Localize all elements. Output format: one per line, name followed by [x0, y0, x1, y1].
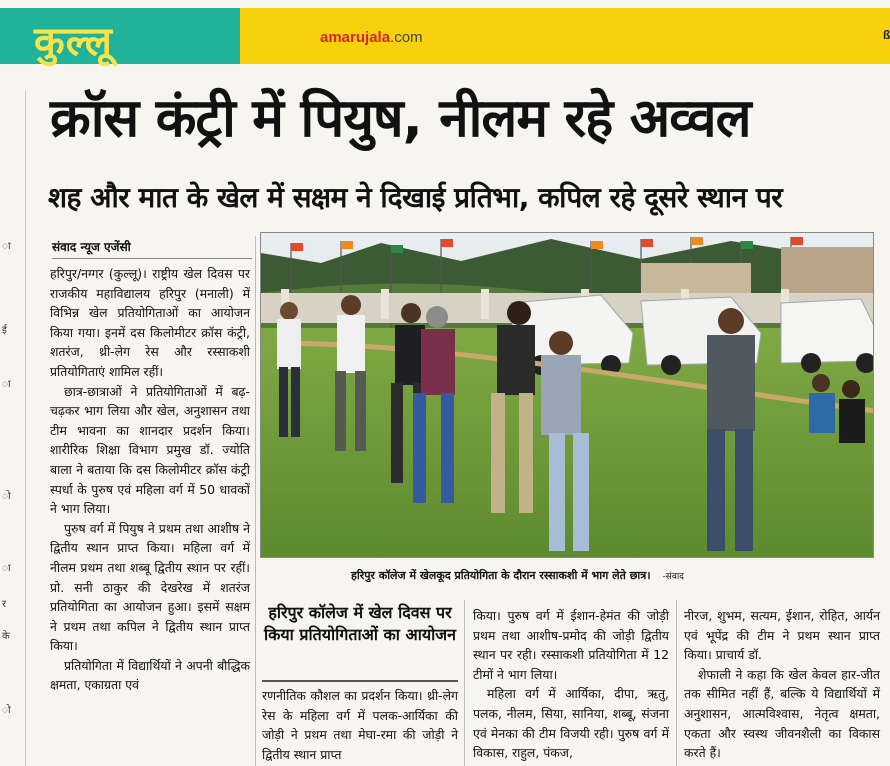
- page-marker: ß: [883, 28, 890, 42]
- byline-rule: [52, 258, 252, 259]
- article-column-3: [473, 606, 669, 763]
- strip-char: ा: [2, 241, 11, 252]
- article-paragraph: नीरज, शुभम, सत्यम, ईशान, रोहित, आर्यन एवं भूपेंद्र की टीम ने प्रथम स्थान प्राप्त किया। प्राचार्य डॉ.: [684, 608, 880, 663]
- article-column-2: [262, 686, 458, 764]
- photo-illustration: [261, 233, 874, 558]
- byline: संवाद न्यूज एजेंसी: [52, 240, 131, 254]
- article-paragraph: प्रतियोगिता में विद्यार्थियों ने अपनी बौद्धिक क्षमता, एकाग्रता एवं: [50, 657, 250, 693]
- strip-char: ई: [2, 325, 7, 336]
- strip-char: ो: [2, 491, 11, 502]
- column-divider: [464, 600, 465, 766]
- tug-of-war-photo: [260, 232, 874, 558]
- box-headline: हरिपुर कॉलेज में खेल दिवस पर किया प्रतियोगिताओं का आयोजन: [263, 603, 457, 644]
- brand-logo[interactable]: [320, 29, 423, 46]
- strip-char: ा: [2, 379, 11, 390]
- strip-char: ो: [2, 705, 11, 716]
- article-column-1: [50, 264, 250, 695]
- adjacent-column-strip: [0, 90, 26, 766]
- article-paragraph: पुरुष वर्ग में पियुष ने प्रथम तथा आशीष ने द्वितीय स्थान प्राप्त किया। महिला वर्ग में नीलम प्रथम तथा शब्बू द्वितीय स्थान पर रहीं। प्रो. सनी ठाकुर की देखरेख में शतरंज प्रतियोगिता का आयोजन हुआ। इसमें सक्षम ने प्रथम तथा कपिल ने द्वितीय स्थान प्राप्त किया।: [50, 520, 250, 654]
- box-headline-rule: [262, 680, 458, 682]
- strip-char: ा: [2, 563, 11, 574]
- photo-caption: [351, 568, 684, 583]
- article-headline: क्रॉस कंट्री में पियुष, नीलम रहे अव्वल: [50, 88, 751, 149]
- article-subheadline: शह और मात के खेल में सक्षम ने दिखाई प्रतिभा, कपिल रहे दूसरे स्थान पर: [48, 181, 783, 214]
- article-column-4: [684, 606, 880, 763]
- article-paragraph: किया। पुरुष वर्ग में ईशान-हेमंत की जोड़ी प्रथम तथा आशीष-प्रमोद की जोड़ी द्वितीय स्थान पर रही। रस्साकशी प्रतियोगिता में 12 टीमों ने भाग लिया।: [473, 608, 669, 682]
- caption-text: हरिपुर कॉलेज में खेलकूद प्रतियोगिता के दौरान रस्साकशी में भाग लेते छात्र।: [351, 569, 651, 582]
- column-divider: [255, 236, 256, 766]
- article-paragraph: छात्र-छात्राओं ने प्रतियोगिताओं में बढ़-चढ़कर भाग लिया और खेल, अनुशासन तथा टीम भावना का शानदार प्रदर्शन किया। शारीरिक शिक्षा विभाग प्रमुख डॉ. ज्योति बाला ने बताया कि दस किलोमीटर क्रॉस कंट्री स्पर्धा के पुरुष एवं महिला वर्ग में 50 धावकों ने भाग लिया।: [50, 383, 250, 517]
- article-paragraph: रणनीतिक कौशल का प्रदर्शन किया। थ्री-लेग रेस के महिला वर्ग में पलक-आर्यिका की जोड़ी ने प्रथम तथा मेघा-रमा की जोड़ी ने द्वितीय स्थान प्राप्त: [262, 688, 458, 762]
- article-paragraph: शेफाली ने कहा कि खेल केवल हार-जीत तक सीमित नहीं हैं, बल्कि ये विद्यार्थियों में अनुशासन, आत्मविश्वास, नेतृत्व क्षमता, एकता और स्वस्थ जीवनशैली का विकास करते हैं।: [684, 666, 880, 761]
- city-name: कुल्लू: [34, 19, 113, 65]
- strip-char: के: [2, 631, 10, 642]
- column-divider: [676, 600, 677, 766]
- strip-char: र: [2, 599, 7, 610]
- masthead: [0, 0, 890, 64]
- article-paragraph: महिला वर्ग में आर्यिका, दीपा, ऋतु, पलक, नीलम, सिया, सानिया, शब्बू, संजना एवं मेनका की टीम विजयी रही। पुरुष वर्ग में विकास, राहुल, पंकज,: [473, 686, 669, 761]
- photo-credit: -संवाद: [662, 572, 684, 582]
- article-paragraph: हरिपुर/नग्गर (कुल्लू)। राष्ट्रीय खेल दिवस पर राजकीय महाविद्यालय हरिपुर (मनाली) में विभिन्न खेल प्रतियोगिताओं का आयोजन किया गया। इनमें दस किलोमीटर क्रॉस कंट्री, शतरंज, थ्री-लेग रेस और रस्साकशी प्रतियोगिताएं शामिल रहीं।: [50, 266, 250, 379]
- brand-domain: .com: [390, 29, 423, 46]
- brand-name: amarujala: [320, 29, 391, 46]
